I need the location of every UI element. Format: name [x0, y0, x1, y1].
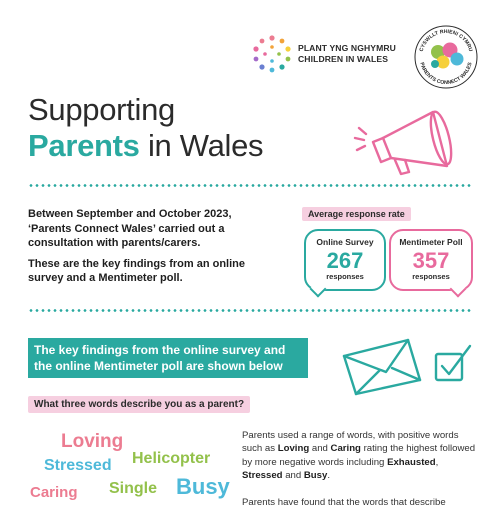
word-busy: Busy: [176, 474, 230, 499]
summary-text-4: ,: [435, 456, 439, 468]
intro-text: [28, 207, 278, 292]
dotted-divider-top: [28, 184, 472, 187]
question-label: What three words describe you as a parent?: [28, 396, 250, 413]
mentimeter-poll-unit: responses: [412, 272, 450, 281]
parents-connect-wales-logo: [413, 24, 479, 90]
intro-paragraph-1: Between September and October 2023, ‘Parents Connect Wales’ carried out a consultation with parents/carers.: [28, 208, 232, 249]
summary-bold-stressed: Stressed: [242, 470, 283, 482]
megaphone-icon: [355, 108, 480, 180]
summary-cut-line: Parents have found that the words that describe: [242, 497, 446, 508]
pcw-logo-top-text: CYSWLLT RHIENI CYMRU: [418, 28, 474, 53]
summary-text-6: .: [327, 470, 331, 482]
page-title-rest: in Wales: [139, 128, 264, 163]
children-in-wales-logo-text: [298, 43, 396, 65]
page-title-line1: Supporting: [28, 92, 175, 127]
summary-bold-busy: Busy: [303, 470, 328, 482]
summary-text-2: and: [309, 443, 331, 455]
children-in-wales-logo: [252, 32, 422, 76]
summary-bold-caring: Caring: [330, 443, 361, 455]
mentimeter-poll-count: 357: [412, 248, 450, 273]
online-survey-title: Online Survey: [316, 237, 374, 247]
online-survey-count: 267: [326, 248, 364, 273]
page-title-line2: [28, 128, 263, 164]
ccw-logo-line2: CHILDREN IN WALES: [298, 54, 389, 64]
mentimeter-poll-title: Mentimeter Poll: [399, 237, 463, 247]
average-response-label: Average response rate: [302, 207, 411, 221]
ccw-logo-line1: PLANT YNG NGHYMRU: [298, 43, 396, 53]
intro-paragraph-2: These are the key findings from an online survey and a Mentimeter poll.: [28, 257, 245, 284]
dots-ring-icon: [252, 34, 292, 74]
dotted-divider-middle: [28, 309, 472, 312]
word-stressed: Stressed: [44, 457, 112, 474]
summary-bold-exhausted: Exhausted: [387, 456, 436, 468]
findings-banner: The key findings from the online survey and the online Mentimeter poll are shown below: [28, 338, 308, 378]
word-caring: Caring: [30, 484, 78, 501]
summary-text-3: rating the highest followed by more negative words including: [242, 443, 476, 468]
word-summary-text: [242, 429, 478, 483]
word-loving: Loving: [61, 431, 124, 452]
word-single: Single: [109, 480, 158, 497]
envelope-checkbox-icon: [338, 334, 476, 396]
online-survey-unit: responses: [326, 272, 364, 281]
summary-bold-loving: Loving: [277, 443, 310, 455]
word-helicopter: Helicopter: [132, 450, 211, 467]
page-title-accent: Parents: [28, 128, 140, 163]
summary-text-5: and: [282, 470, 304, 482]
pcw-logo-bottom-text: PARENTS CONNECT WALES: [418, 61, 474, 87]
summary-text-1: Parents used a range of words, with positive words such as: [242, 430, 459, 455]
mentimeter-poll-bubble: [389, 229, 473, 291]
